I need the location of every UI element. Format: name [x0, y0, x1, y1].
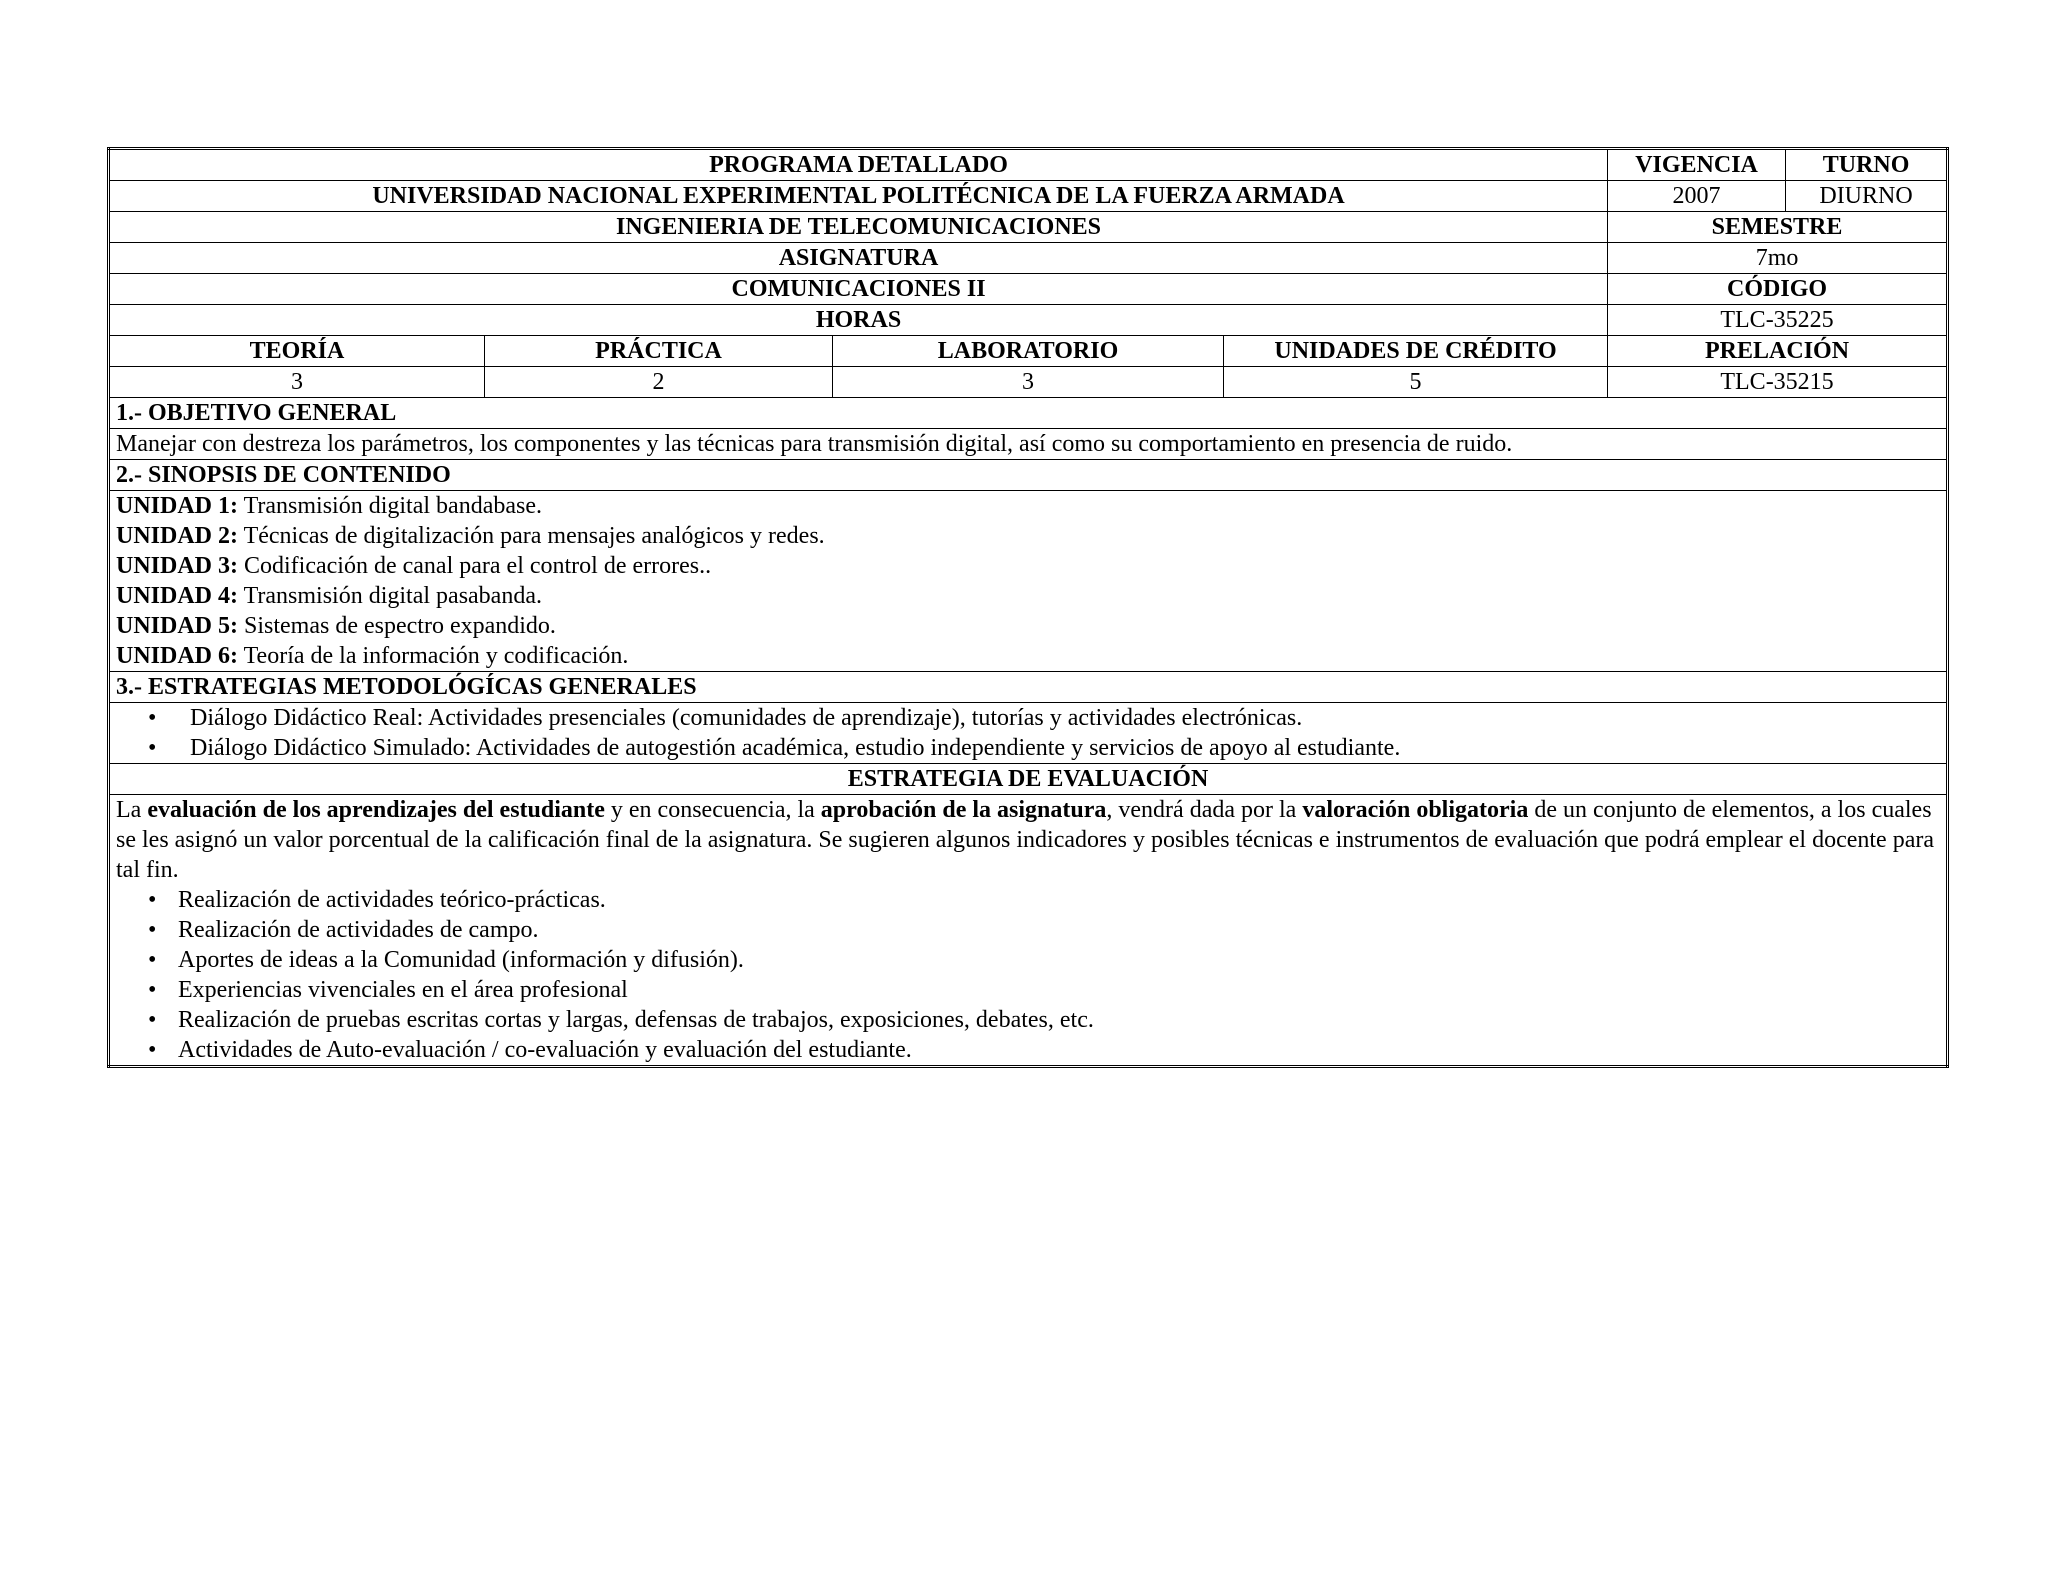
unit-label: UNIDAD 3:: [116, 553, 238, 579]
list-item-text: Experiencias vivenciales en el área profesional: [178, 977, 628, 1003]
university-name: UNIVERSIDAD NACIONAL EXPERIMENTAL POLITÉCNICA DE LA FUERZA ARMADA: [109, 181, 1608, 212]
row-evaluacion-body: [109, 795, 1948, 1067]
row-objetivo-text: [109, 429, 1948, 460]
unit-text: Teoría de la información y codificación.: [238, 643, 629, 669]
practica-label: PRÁCTICA: [485, 336, 833, 367]
unit-item: [116, 611, 1940, 641]
estrategias-list: [116, 703, 1940, 763]
unit-text: Transmisión digital pasabanda.: [238, 583, 542, 609]
intro-text: La: [116, 797, 148, 823]
row-asignatura: [109, 243, 1948, 274]
objetivo-title: 1.- OBJETIVO GENERAL: [109, 398, 1948, 429]
bullet-icon: •: [148, 887, 157, 913]
laboratorio-value: 3: [833, 367, 1224, 398]
list-item: [116, 1005, 1940, 1035]
intro-bold: evaluación de los aprendizajes del estudiante: [147, 797, 605, 823]
list-item-text: Diálogo Didáctico Simulado: Actividades de autogestión académica, estudio independiente y servicios de apoyo al estudiante.: [190, 735, 1401, 761]
unit-text: Transmisión digital bandabase.: [238, 493, 542, 519]
intro-text: y en consecuencia, la: [604, 797, 821, 823]
row-hours-labels: [109, 336, 1948, 367]
bullet-icon: •: [148, 735, 157, 761]
bullet-icon: •: [148, 1007, 157, 1033]
teoria-label: TEORÍA: [109, 336, 485, 367]
creditos-value: 5: [1224, 367, 1608, 398]
row-sinopsis-units: [109, 491, 1948, 672]
vigencia-label: VIGENCIA: [1608, 149, 1786, 181]
intro-text: , vendrá dada por la: [1106, 797, 1303, 823]
list-item-text: Realización de actividades de campo.: [178, 917, 539, 943]
codigo-value: TLC-35225: [1608, 305, 1948, 336]
unit-item: [116, 521, 1940, 551]
evaluacion-list: [116, 885, 1940, 1065]
bullet-icon: •: [148, 977, 157, 1003]
turno-label: TURNO: [1786, 149, 1948, 181]
codigo-label: CÓDIGO: [1608, 274, 1948, 305]
unit-item: [116, 641, 1940, 671]
row-career: [109, 212, 1948, 243]
practica-value: 2: [485, 367, 833, 398]
asignatura-label: ASIGNATURA: [109, 243, 1608, 274]
unit-text: Codificación de canal para el control de errores..: [238, 553, 712, 579]
list-item: [116, 703, 1940, 733]
intro-bold: valoración obligatoria: [1302, 797, 1529, 823]
semestre-value: 7mo: [1608, 243, 1948, 274]
laboratorio-label: LABORATORIO: [833, 336, 1224, 367]
career-name: INGENIERIA DE TELECOMUNICACIONES: [109, 212, 1608, 243]
estrategias-cell: [109, 703, 1948, 764]
semestre-label: SEMESTRE: [1608, 212, 1948, 243]
creditos-label: UNIDADES DE CRÉDITO: [1224, 336, 1608, 367]
subject-name: COMUNICACIONES II: [109, 274, 1608, 305]
objetivo-text: Manejar con destreza los parámetros, los componentes y las técnicas para transmisión digital, así como su comportamiento en presencia de ruido.: [109, 429, 1948, 460]
list-item-text: Aportes de ideas a la Comunidad (información y difusión).: [178, 947, 744, 973]
unit-label: UNIDAD 6:: [116, 643, 238, 669]
bullet-icon: •: [148, 917, 157, 943]
unit-label: UNIDAD 4:: [116, 583, 238, 609]
bullet-icon: •: [148, 1037, 157, 1063]
unit-item: [116, 491, 1940, 521]
horas-label: HORAS: [109, 305, 1608, 336]
list-item-text: Realización de actividades teórico-prácticas.: [178, 887, 606, 913]
list-item: [116, 915, 1940, 945]
unit-text: Técnicas de digitalización para mensajes analógicos y redes.: [238, 523, 825, 549]
prelacion-label: PRELACIÓN: [1608, 336, 1948, 367]
evaluacion-cell: [109, 795, 1948, 1067]
teoria-value: 3: [109, 367, 485, 398]
sinopsis-title: 2.- SINOPSIS DE CONTENIDO: [109, 460, 1948, 491]
list-item: [116, 945, 1940, 975]
list-item-text: Diálogo Didáctico Real: Actividades presenciales (comunidades de aprendizaje), tutorías y actividades electrónicas.: [190, 705, 1303, 731]
list-item-text: Realización de pruebas escritas cortas y largas, defensas de trabajos, exposiciones, debates, etc.: [178, 1007, 1094, 1033]
list-item-text: Actividades de Auto-evaluación / co-evaluación y evaluación del estudiante.: [178, 1037, 912, 1063]
unit-item: [116, 581, 1940, 611]
intro-text: de un conjunto de elementos, a los cuales se les asignó un valor porcentual de la calificación final de la asignatura. Se sugieren algunos indicadores y posibles técnicas e instrumentos de evaluación que podrá emplear el docente para tal fin.: [116, 797, 1934, 883]
row-horas: [109, 305, 1948, 336]
list-item: [116, 733, 1940, 763]
program-table: [107, 147, 1949, 1068]
row-sinopsis-title: [109, 460, 1948, 491]
unit-label: UNIDAD 2:: [116, 523, 238, 549]
program-title: PROGRAMA DETALLADO: [109, 149, 1608, 181]
bullet-icon: •: [148, 947, 157, 973]
row-hours-values: [109, 367, 1948, 398]
estrategias-title: 3.- ESTRATEGIAS METODOLÓGÍCAS GENERALES: [109, 672, 1948, 703]
list-item: [116, 885, 1940, 915]
vigencia-value: 2007: [1608, 181, 1786, 212]
row-subject: [109, 274, 1948, 305]
row-program-title: [109, 149, 1948, 181]
prelacion-value: TLC-35215: [1608, 367, 1948, 398]
bullet-icon: •: [148, 705, 157, 731]
evaluacion-title: ESTRATEGIA DE EVALUACIÓN: [109, 764, 1948, 795]
row-university: [109, 181, 1948, 212]
intro-bold: aprobación de la asignatura: [820, 797, 1107, 823]
row-evaluacion-title: [109, 764, 1948, 795]
sinopsis-units: [109, 491, 1948, 672]
unit-label: UNIDAD 1:: [116, 493, 238, 519]
turno-value: DIURNO: [1786, 181, 1948, 212]
list-item: [116, 975, 1940, 1005]
row-objetivo-title: [109, 398, 1948, 429]
row-estrategias-title: [109, 672, 1948, 703]
row-estrategias-list: [109, 703, 1948, 764]
unit-item: [116, 551, 1940, 581]
unit-text: Sistemas de espectro expandido.: [238, 613, 556, 639]
evaluacion-intro: [116, 795, 1940, 885]
list-item: [116, 1035, 1940, 1065]
unit-label: UNIDAD 5:: [116, 613, 238, 639]
